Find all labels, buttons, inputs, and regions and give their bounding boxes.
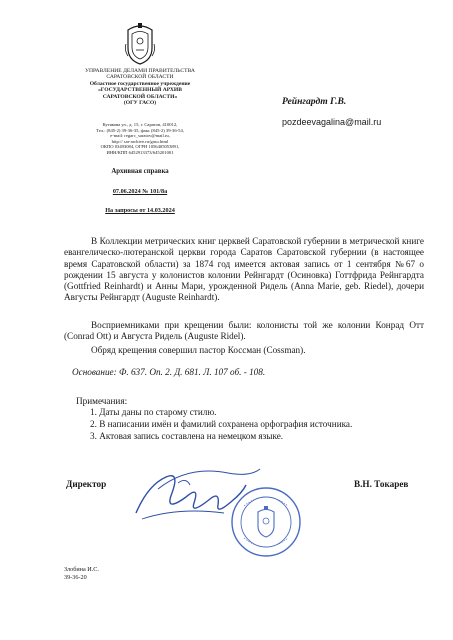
request-reference: На запросы от 14.03.2024 [105,207,175,214]
note-item: 3. Актовая запись составлена на немецком языке. [90,430,284,441]
recipient-name: Рейнгардт Г.В. [282,96,347,107]
contact-line: e-mail: regarc_saratov@mail.ru, [110,133,170,139]
org-line: (ОГУ ГАСО) [123,100,157,107]
contact-line: Тел.: (845-2) 39-36-35, факс (845-2) 39-36-54, [96,127,184,133]
notes-title: Примечания: [76,396,128,406]
document-type: Архивная справка [111,168,169,175]
note-item: 2. В написании имён и фамилий сохранена орфография источника. [90,418,353,429]
org-line: УПРАВЛЕНИЕ ДЕЛАМИ ПРАВИТЕЛЬСТВА [85,68,195,74]
contact-line: Кутякова ул., д. 15, г. Саратов, 410012, [102,122,178,127]
organization-contacts [60,122,220,156]
notes-list [90,407,352,442]
recipient-email: pozdeevagalina@mail.ru [282,117,382,127]
document-number: 07.06.2024 № 101/8а [112,188,168,195]
contact-line: http:// sar-archive.ru/gaso.html [111,138,169,144]
body-paragraph: Восприемниками при крещении были: колонисты той же колонии Конрад Отт (Conrad Ott) и Августа Ридель (Auguste Ridel). [64,320,424,342]
executor-phone: 39-36-20 [64,574,87,581]
organization-header [60,68,220,106]
official-stamp [230,486,302,558]
contact-line: ИНН/КПП 6452913373/645201001 [106,149,174,155]
org-line: «ГОСУДАРСТВЕННЫЙ АРХИВ [98,87,182,94]
body-paragraph: Обряд крещения совершил пастор Коссман (Cossman). [91,345,306,355]
executor-info [64,566,99,582]
body-paragraph: В Коллекции метрических книг церквей Саратовской губернии в метрической книге евангелическо-лютеранской церкви города Саратов Саратовской губернии (в настоящее время Саратовской области) за 1874 год имеется актовая запись от 1 сентября №67 о рождении 15 августа у колонистов колонии Рейнгардт (Осиновка) Готтфрида Рейнгардта (Gottfried Reinhardt) и Анны Мари, урожденной Ридель (Anna Marie, geb. Riedel), дочери Августы Рейнгардт (Auguste Reinhardt). [64,236,424,303]
director-label: Директор [66,479,107,489]
director-name: В.Н. Токарев [354,479,409,489]
coat-of-arms-emblem [123,20,157,66]
contact-line: ОКПО 03493084, ОГРН 1056405053891, [100,144,180,150]
executor-name: Злобина И.С. [64,566,99,573]
org-line: САРАТОВСКОЙ ОБЛАСТИ [106,74,174,81]
note-item: 1. Даты даны по старому стилю. [90,407,217,417]
org-line: Областное государственное учреждение [89,80,191,87]
org-line: САРАТОВСКОЙ ОБЛАСТИ» [102,93,178,100]
basis-reference: Основание: Ф. 637. Оп. 2. Д. 681. Л. 107 об. - 108. [72,367,266,377]
